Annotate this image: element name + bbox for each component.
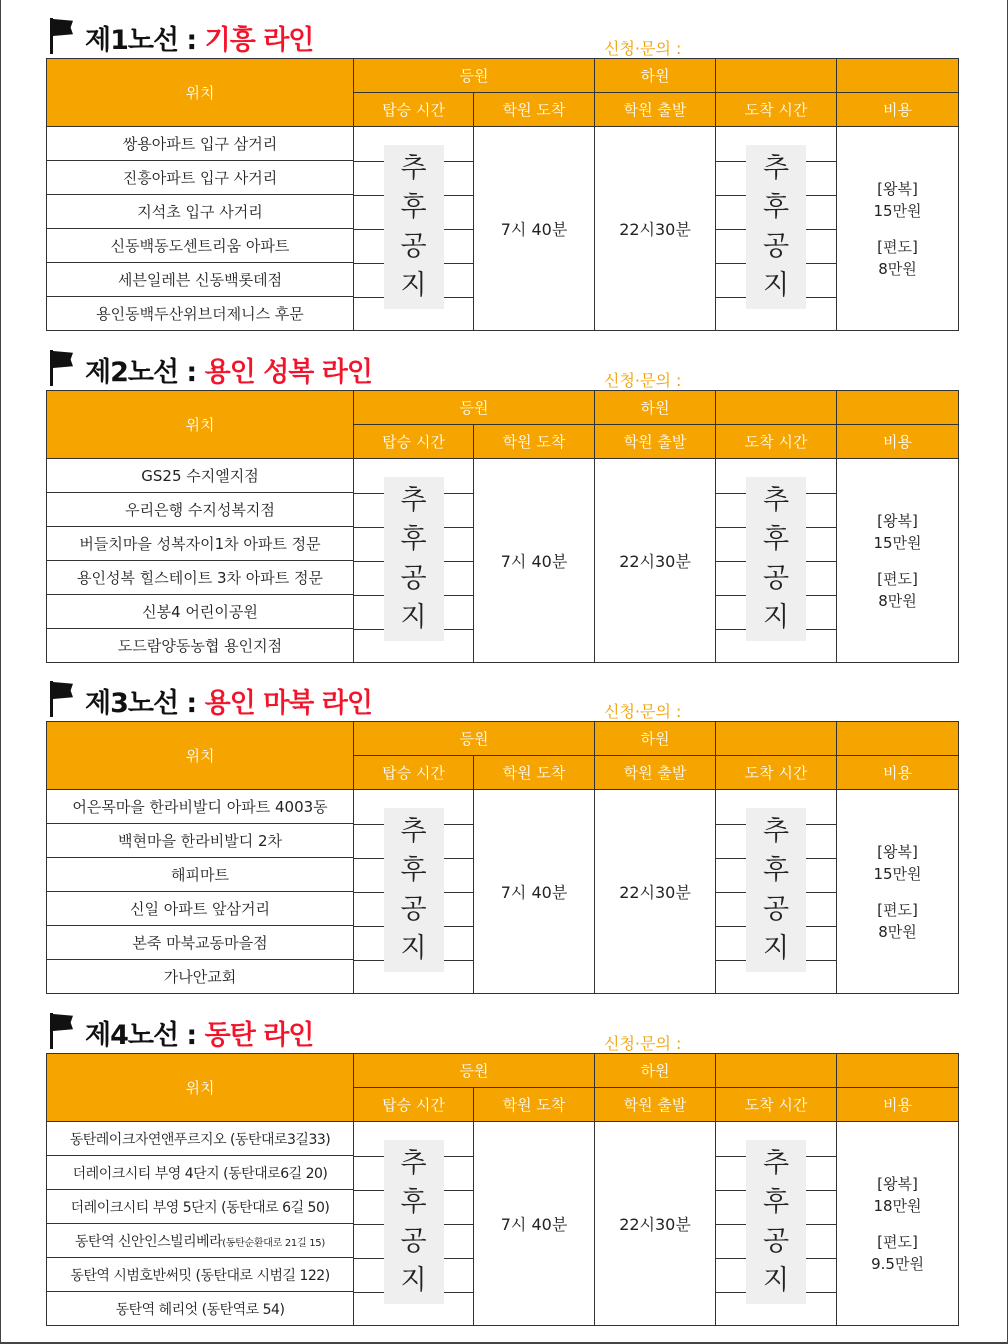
header-empty — [716, 59, 837, 93]
fare-cell — [837, 1122, 959, 1326]
fare-round-label: [왕복] — [877, 511, 918, 530]
stop-name: 지석초 입구 사거리 — [47, 195, 354, 229]
stop-name: GS25 수지엘지점 — [47, 459, 354, 493]
header-academy-arrival: 학원 도착 — [474, 756, 595, 790]
header-empty — [837, 391, 959, 425]
fare-round: 15만원 — [873, 201, 922, 220]
fare-cell — [837, 459, 959, 663]
stop-name: 진흥아파트 입구 사거리 — [47, 161, 354, 195]
academy-departure-time: 22시30분 — [595, 1122, 716, 1326]
academy-arrival-time: 7시 40분 — [474, 790, 595, 994]
stop-note: (동탄순환대로 21길 15) — [222, 1237, 325, 1249]
notice-box: 추 후 공 지 — [384, 1140, 444, 1304]
route-name: 용인 성복 라인 — [204, 357, 372, 388]
header-depart-group: 등원 — [354, 1054, 595, 1088]
route-number: 제2노선 : — [85, 357, 197, 388]
header-return-group: 하원 — [595, 722, 716, 756]
header-empty — [837, 722, 959, 756]
academy-departure-time: 22시30분 — [595, 790, 716, 994]
stop-name — [47, 1224, 354, 1258]
stop-name — [47, 561, 354, 595]
route-section — [0, 340, 1008, 655]
fare-oneway: 8만원 — [878, 922, 917, 941]
arrival-time-cell — [716, 459, 837, 663]
stop-name: 동탄역 헤리엇 (동탄역로 54) — [47, 1292, 354, 1326]
notice-box: 추 후 공 지 — [384, 808, 444, 972]
header-academy-arrival: 학원 도착 — [474, 1088, 595, 1122]
stop-name: 용인동백두산위브더제니스 후문 — [47, 297, 354, 331]
arrival-time-cell — [716, 790, 837, 994]
fare-round-label: [왕복] — [877, 179, 918, 198]
route-section — [0, 671, 1008, 986]
header-location: 위치 — [47, 1054, 354, 1122]
header-boarding-time: 탑승 시간 — [354, 1088, 474, 1122]
academy-arrival-time: 7시 40분 — [474, 1122, 595, 1326]
stop-name: 어은목마을 한라비발디 아파트 4003동 — [47, 790, 354, 824]
route-section — [0, 1003, 1008, 1318]
route-name: 기흥 라인 — [204, 25, 314, 56]
header-location: 위치 — [47, 391, 354, 459]
flag-icon — [50, 18, 74, 54]
boarding-time-cell — [354, 790, 474, 994]
header-fare: 비용 — [837, 425, 959, 459]
stop-name: 신봉4 어린이공원 — [47, 595, 354, 629]
stop-name-text: 신일 아파트 앞삼거리 — [130, 900, 270, 918]
route-table — [46, 390, 959, 663]
inquiry-label: 신청·문의 : — [604, 39, 682, 58]
header-academy-arrival: 학원 도착 — [474, 425, 595, 459]
route-title — [85, 350, 372, 389]
route-section — [0, 8, 1008, 323]
header-empty — [837, 59, 959, 93]
header-arrival-time: 도착 시간 — [716, 425, 837, 459]
inquiry-label: 신청·문의 : — [604, 702, 682, 721]
route-number: 제1노선 : — [85, 25, 197, 56]
header-empty — [716, 722, 837, 756]
stop-name: 동탄레이크자연앤푸르지오 (동탄대로3길33) — [47, 1122, 354, 1156]
stop-name: 도드람양동농협 용인지점 — [47, 629, 354, 663]
header-academy-departure: 학원 출발 — [595, 1088, 716, 1122]
header-academy-departure: 학원 출발 — [595, 756, 716, 790]
fare-round: 15만원 — [873, 533, 922, 552]
flag-icon — [50, 681, 74, 717]
boarding-time-cell — [354, 1122, 474, 1326]
route-number: 제4노선 : — [85, 1020, 197, 1051]
header-fare: 비용 — [837, 756, 959, 790]
header-empty — [716, 391, 837, 425]
fare-cell — [837, 790, 959, 994]
stop-name: 우리은행 수지성복지점 — [47, 493, 354, 527]
boarding-time-cell — [354, 459, 474, 663]
stop-name: 백현마을 한라비발디 2차 — [47, 824, 354, 858]
header-depart-group: 등원 — [354, 722, 595, 756]
academy-departure-time: 22시30분 — [595, 127, 716, 331]
header-return-group: 하원 — [595, 59, 716, 93]
stop-name — [47, 229, 354, 263]
arrival-time-cell — [716, 127, 837, 331]
header-boarding-time: 탑승 시간 — [354, 93, 474, 127]
fare-oneway-label: [편도] — [877, 1232, 918, 1251]
header-arrival-time: 도착 시간 — [716, 93, 837, 127]
route-name: 용인 마북 라인 — [204, 688, 372, 719]
inquiry-label: 신청·문의 : — [604, 371, 682, 390]
header-fare: 비용 — [837, 93, 959, 127]
stop-name-text: 동탄역 신안인스빌리베라 — [75, 1233, 223, 1250]
stop-name: 해피마트 — [47, 858, 354, 892]
header-academy-departure: 학원 출발 — [595, 425, 716, 459]
notice-box: 추 후 공 지 — [746, 808, 806, 972]
header-depart-group: 등원 — [354, 59, 595, 93]
notice-box: 추 후 공 지 — [746, 145, 806, 309]
header-depart-group: 등원 — [354, 391, 595, 425]
academy-arrival-time: 7시 40분 — [474, 459, 595, 663]
boarding-time-cell — [354, 127, 474, 331]
flag-icon — [50, 1013, 74, 1049]
route-title — [85, 18, 313, 57]
inquiry-label: 신청·문의 : — [604, 1034, 682, 1053]
stop-name — [47, 892, 354, 926]
header-location: 위치 — [47, 59, 354, 127]
fare-oneway: 9.5만원 — [871, 1254, 924, 1273]
stop-name: 버들치마을 성복자이1차 아파트 정문 — [47, 527, 354, 561]
header-return-group: 하원 — [595, 391, 716, 425]
fare-round: 18만원 — [873, 1196, 922, 1215]
fare-round: 15만원 — [873, 864, 922, 883]
route-name: 동탄 라인 — [204, 1020, 314, 1051]
route-title — [85, 681, 372, 720]
notice-box: 추 후 공 지 — [746, 1140, 806, 1304]
header-location: 위치 — [47, 722, 354, 790]
fare-oneway: 8만원 — [878, 259, 917, 278]
header-empty — [716, 1054, 837, 1088]
header-boarding-time: 탑승 시간 — [354, 756, 474, 790]
route-number: 제3노선 : — [85, 688, 197, 719]
header-fare: 비용 — [837, 1088, 959, 1122]
route-table — [46, 721, 959, 994]
stop-name: 본죽 마북교동마을점 — [47, 926, 354, 960]
academy-departure-time: 22시30분 — [595, 459, 716, 663]
stop-name-text: 용인성복 힐스테이트 3차 아파트 정문 — [77, 569, 323, 587]
notice-box: 추 후 공 지 — [384, 477, 444, 641]
stop-name: 더레이크시티 부영 5단지 (동탄대로 6길 50) — [47, 1190, 354, 1224]
notice-box: 추 후 공 지 — [384, 145, 444, 309]
header-empty — [837, 1054, 959, 1088]
header-return-group: 하원 — [595, 1054, 716, 1088]
fare-cell — [837, 127, 959, 331]
route-title — [85, 1013, 313, 1052]
header-arrival-time: 도착 시간 — [716, 1088, 837, 1122]
stop-name-text: 신동백동도센트리움 아파트 — [110, 237, 290, 255]
notice-box: 추 후 공 지 — [746, 477, 806, 641]
stop-name: 세븐일레븐 신동백롯데점 — [47, 263, 354, 297]
route-table — [46, 1053, 959, 1326]
academy-arrival-time: 7시 40분 — [474, 127, 595, 331]
stop-name: 동탄역 시범호반써밋 (동탄대로 시범길 122) — [47, 1258, 354, 1292]
fare-oneway-label: [편도] — [877, 900, 918, 919]
arrival-time-cell — [716, 1122, 837, 1326]
fare-oneway-label: [편도] — [877, 237, 918, 256]
fare-oneway: 8만원 — [878, 591, 917, 610]
stop-name: 쌍용아파트 입구 삼거리 — [47, 127, 354, 161]
fare-oneway-label: [편도] — [877, 569, 918, 588]
flag-icon — [50, 350, 74, 386]
header-academy-departure: 학원 출발 — [595, 93, 716, 127]
route-table — [46, 58, 959, 331]
header-boarding-time: 탑승 시간 — [354, 425, 474, 459]
stop-name: 가나안교회 — [47, 960, 354, 994]
fare-round-label: [왕복] — [877, 842, 918, 861]
header-arrival-time: 도착 시간 — [716, 756, 837, 790]
fare-round-label: [왕복] — [877, 1174, 918, 1193]
header-academy-arrival: 학원 도착 — [474, 93, 595, 127]
stop-name: 더레이크시티 부영 4단지 (동탄대로6길 20) — [47, 1156, 354, 1190]
